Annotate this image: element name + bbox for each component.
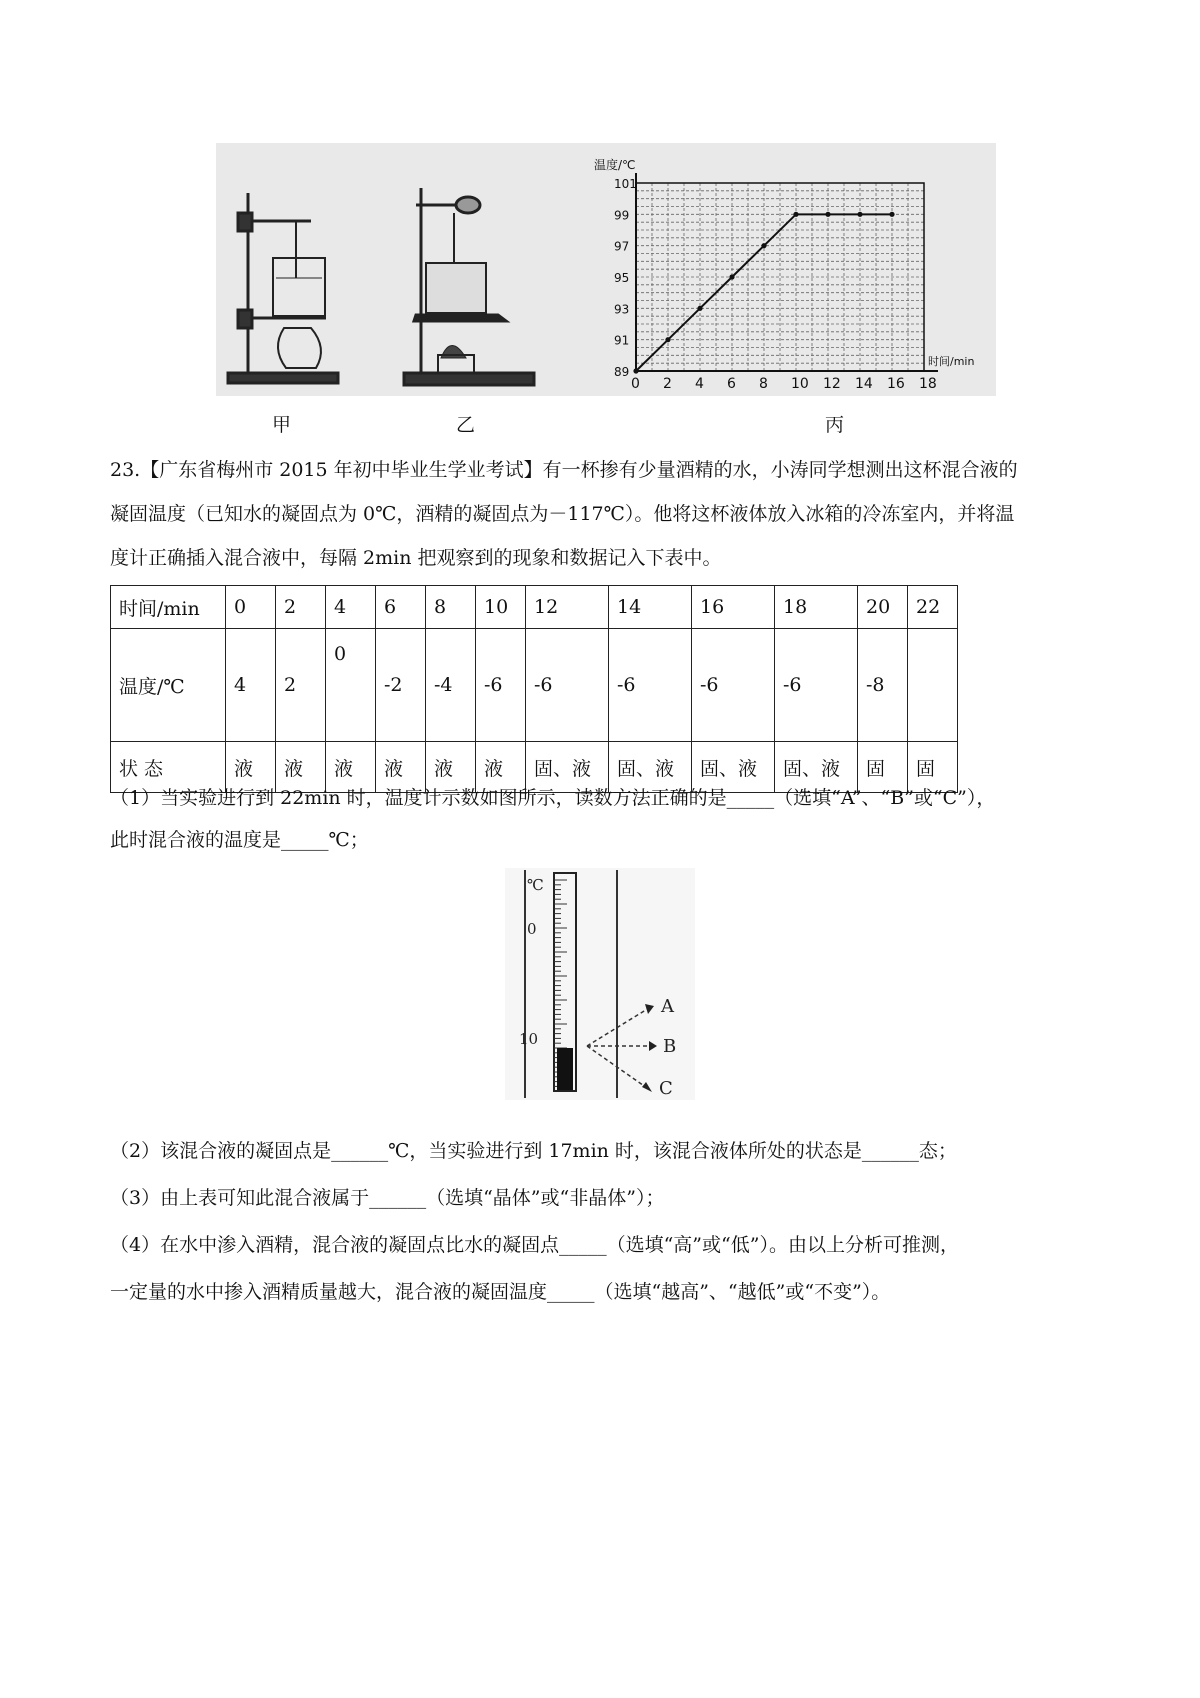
table-cell: -6	[526, 629, 609, 742]
table-cell: 固、液	[775, 742, 858, 793]
table-cell: -2	[376, 629, 426, 742]
table-cell: 12	[526, 586, 609, 629]
question-1-line-2: 此时混合液的温度是_____℃；	[110, 829, 369, 851]
table-cell: 固、液	[692, 742, 775, 793]
tick-label-0: 0	[527, 920, 537, 938]
x-tick-label: 14	[855, 376, 873, 392]
experiment-figure	[216, 143, 996, 396]
x-tick-label: 0	[631, 376, 640, 392]
option-a-label: A	[661, 996, 674, 1017]
x-axis-label: 时间/min	[928, 355, 975, 368]
option-b-label: B	[663, 1036, 677, 1057]
table-cell: 14	[609, 586, 692, 629]
table-cell: 6	[376, 586, 426, 629]
table-cell: 0	[226, 586, 276, 629]
data-point	[697, 306, 702, 311]
mercury-column	[557, 1048, 573, 1090]
data-point	[729, 274, 734, 279]
table-cell: -4	[426, 629, 476, 742]
table-row-temp	[111, 629, 958, 742]
thermometer-figure	[505, 868, 695, 1100]
table-cell: 固	[858, 742, 908, 793]
x-tick-label: 18	[919, 376, 937, 392]
table-cell: 液	[476, 742, 526, 793]
table-cell: 液	[426, 742, 476, 793]
x-tick-label: 8	[759, 376, 768, 392]
table-cell	[908, 629, 958, 742]
data-point	[665, 337, 670, 342]
data-point	[761, 243, 766, 248]
caption-jia: 甲	[272, 414, 292, 436]
table-row-time	[111, 586, 958, 629]
y-tick-label: 91	[614, 333, 630, 348]
y-tick-label: 97	[614, 239, 630, 254]
table-cell: 状 态	[111, 742, 226, 793]
question-4-line-2: 一定量的水中掺入酒精质量越大，混合液的凝固温度_____（选填“越高”、“越低”或“不变”）。	[110, 1281, 891, 1303]
tick-label-10: 10	[519, 1030, 539, 1048]
table-cell: 4	[326, 586, 376, 629]
x-tick-label: 12	[823, 376, 841, 392]
data-point	[793, 212, 798, 217]
x-tick-label: 16	[887, 376, 905, 392]
question-1-line-1: （1）当实验进行到 22min 时，温度计示数如图所示，读数方法正确的是_____（选填“A”、“B”或“C”），	[110, 787, 996, 809]
table-cell: 2	[276, 629, 326, 742]
y-axis-label: 温度/℃	[594, 158, 636, 172]
table-cell: 液	[226, 742, 276, 793]
temperature-time-chart	[594, 157, 974, 392]
table-cell: -8	[858, 629, 908, 742]
table-cell: 10	[476, 586, 526, 629]
question-intro-3: 度计正确插入混合液中，每隔 2min 把观察到的现象和数据记入下表中。	[110, 547, 722, 569]
data-point	[857, 212, 862, 217]
x-tick-label: 2	[663, 376, 672, 392]
table-cell: 固、液	[526, 742, 609, 793]
unit-label: ℃	[527, 876, 544, 894]
data-point	[889, 212, 894, 217]
x-tick-label: 10	[791, 376, 809, 392]
y-tick-label: 95	[614, 271, 630, 285]
y-tick-label: 101	[614, 177, 637, 191]
y-tick-label: 99	[614, 208, 630, 223]
table-cell: -6	[775, 629, 858, 742]
table-cell: 温度/℃	[111, 629, 226, 742]
question-2: （2）该混合液的凝固点是______℃，当实验进行到 17min 时，该混合液体所处的状态是______态；	[110, 1140, 957, 1162]
table-cell: 时间/min	[111, 586, 226, 629]
table-cell: 液	[376, 742, 426, 793]
y-tick-label: 93	[614, 302, 630, 317]
y-tick-label: 89	[614, 365, 630, 379]
table-cell: 液	[326, 742, 376, 793]
table-cell: -6	[692, 629, 775, 742]
table-cell: 20	[858, 586, 908, 629]
apparatus-jia	[228, 193, 338, 383]
question-intro-1: 23.【广东省梅州市 2015 年初中毕业生学业考试】有一杯掺有少量酒精的水，小涛同学想测出这杯混合液的	[110, 459, 1018, 481]
question-4-line-1: （4）在水中渗入酒精，混合液的凝固点比水的凝固点_____（选填“高”或“低”）。由以上分析可推测，	[110, 1234, 959, 1256]
caption-bing: 丙	[825, 414, 845, 436]
table-cell: 固	[908, 742, 958, 793]
plot-frame	[636, 183, 924, 371]
table-cell: 8	[426, 586, 476, 629]
data-point	[825, 212, 830, 217]
table-cell: -6	[609, 629, 692, 742]
table-cell: 液	[276, 742, 326, 793]
table-cell: 18	[775, 586, 858, 629]
option-c-label: C	[659, 1078, 673, 1099]
table-cell: 16	[692, 586, 775, 629]
table-cell: 4	[226, 629, 276, 742]
table-cell: 22	[908, 586, 958, 629]
table-cell: 0	[326, 629, 376, 742]
observation-table	[110, 585, 958, 793]
table-cell: 固、液	[609, 742, 692, 793]
data-point	[633, 368, 638, 373]
apparatus-yi	[404, 188, 534, 385]
table-cell: 2	[276, 586, 326, 629]
x-tick-label: 4	[695, 376, 704, 392]
apparatus-drawing	[216, 143, 996, 396]
question-3: （3）由上表可知此混合液属于______（选填“晶体”或“非晶体”）；	[110, 1187, 665, 1209]
caption-yi: 乙	[456, 414, 476, 436]
question-intro-2: 凝固温度（已知水的凝固点为 0℃，酒精的凝固点为－117℃）。他将这杯液体放入冰箱的冷冻室内，并将温	[110, 503, 1015, 525]
x-tick-label: 6	[727, 376, 736, 392]
table-cell: -6	[476, 629, 526, 742]
